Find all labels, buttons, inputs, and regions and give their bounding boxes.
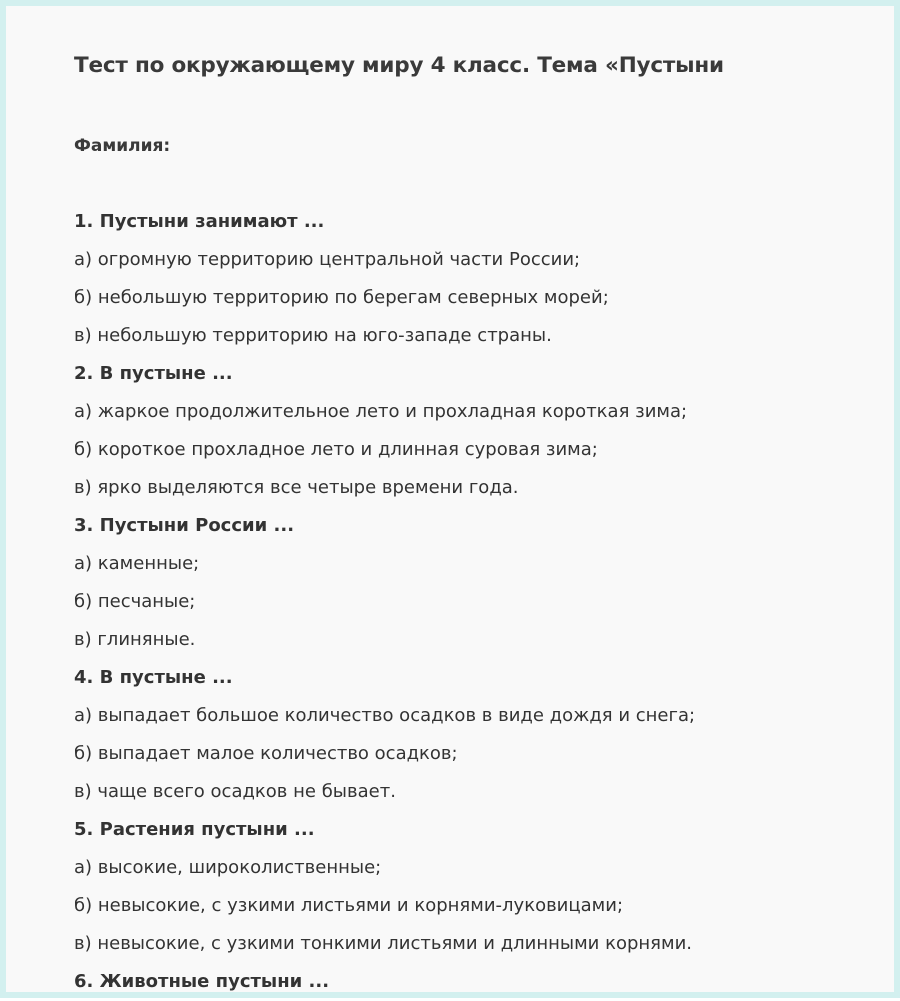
question-1-option-c: в) небольшую территорию на юго-западе страны. — [74, 325, 552, 346]
question-2-option-a: а) жаркое продолжительное лето и прохладная короткая зима; — [74, 401, 688, 422]
question-1: 1. Пустыни занимают ... — [74, 211, 325, 232]
question-6: 6. Животные пустыни ... — [74, 971, 330, 992]
question-4-option-b: б) выпадает малое количество осадков; — [74, 743, 458, 764]
question-4-option-a: а) выпадает большое количество осадков в виде дождя и снега; — [74, 705, 696, 726]
document-content — [74, 46, 874, 1001]
question-1-option-a: а) огромную территорию центральной части России; — [74, 249, 581, 270]
question-1-option-b: б) небольшую территорию по берегам северных морей; — [74, 287, 609, 308]
question-3: 3. Пустыни России ... — [74, 515, 295, 536]
surname-label: Фамилия: — [74, 136, 171, 156]
question-4-option-c: в) чаще всего осадков не бывает. — [74, 781, 396, 802]
question-2: 2. В пустыне ... — [74, 363, 233, 384]
question-3-option-a: а) каменные; — [74, 553, 200, 574]
question-2-option-c: в) ярко выделяются все четыре времени года. — [74, 477, 519, 498]
question-2-option-b: б) короткое прохладное лето и длинная суровая зима; — [74, 439, 598, 460]
question-3-option-b: б) песчаные; — [74, 591, 196, 612]
question-5-option-a: а) высокие, широколиственные; — [74, 857, 382, 878]
page-title: Тест по окружающему миру 4 класс. Тема «Пустыни — [74, 53, 724, 78]
question-4: 4. В пустыне ... — [74, 667, 233, 688]
question-3-option-c: в) глиняные. — [74, 629, 196, 650]
question-list — [74, 203, 874, 1001]
question-5-option-b: б) невысокие, с узкими листьями и корнями-луковицами; — [74, 895, 624, 916]
question-5-option-c: в) невысокие, с узкими тонкими листьями и длинными корнями. — [74, 933, 693, 954]
question-5: 5. Растения пустыни ... — [74, 819, 315, 840]
